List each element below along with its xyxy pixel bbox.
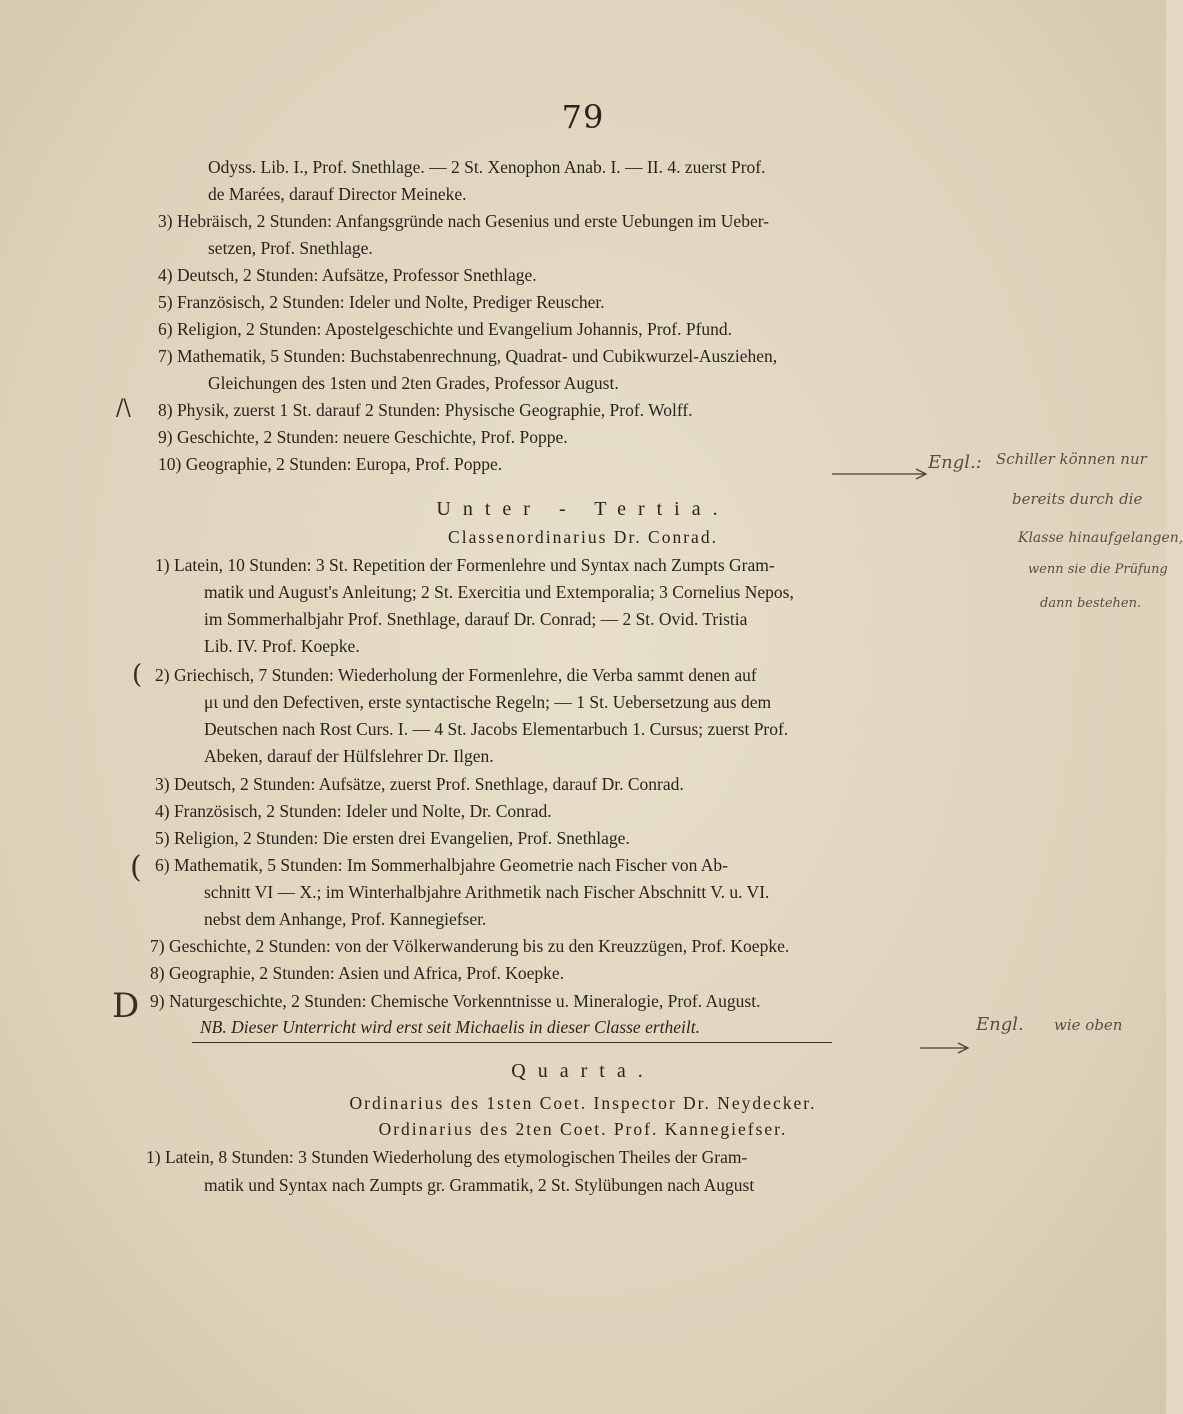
handwritten-note-geo-2: Schiller können nur <box>996 450 1147 468</box>
margin-mark-physik: /\ <box>116 396 131 421</box>
arrow-geographie-icon <box>830 464 940 484</box>
handwritten-note-geo-6: dann bestehen. <box>1040 596 1142 611</box>
text-line-1: Odyss. Lib. I., Prof. Snethlage. — 2 St. Xenophon Anab. I. — II. 4. zuerst Prof. <box>208 157 766 177</box>
handwritten-note-nat-2: wie oben <box>1054 1016 1123 1034</box>
text-line-12: 10) Geographie, 2 Stunden: Europa, Prof. Poppe. <box>158 454 503 474</box>
unter-tertia-ordinarius: Classenordinarius Dr. Conrad. <box>448 527 718 547</box>
text-line-25: schnitt VI — X.; im Winterhalbjahre Arithmetik nach Fischer Abschnitt V. u. VI. <box>204 882 770 902</box>
quarta-ordinarius-1: Ordinarius des 1sten Coet. Inspector Dr. Neydecker. <box>349 1093 817 1113</box>
text-line-9: Gleichungen des 1sten und 2ten Grades, Professor August. <box>208 373 619 393</box>
text-line-21: 3) Deutsch, 2 Stunden: Aufsätze, zuerst Prof. Snethlage, darauf Dr. Conrad. <box>155 774 684 794</box>
margin-mark-griechisch: ( <box>132 660 143 690</box>
text-line-20: Abeken, darauf der Hülfslehrer Dr. Ilgen. <box>204 746 494 766</box>
text-line-29: 9) Naturgeschichte, 2 Stunden: Chemische Vorkenntnisse u. Mineralogie, Prof. August. <box>150 991 761 1011</box>
text-line-2: de Marées, darauf Director Meineke. <box>208 184 467 204</box>
text-line-4: setzen, Prof. Snethlage. <box>208 238 373 258</box>
text-line-16: Lib. IV. Prof. Koepke. <box>204 636 360 656</box>
quarta-ordinarius-2: Ordinarius des 2ten Coet. Prof. Kannegiefser. <box>378 1119 788 1139</box>
text-line-13: 1) Latein, 10 Stunden: 3 St. Repetition der Formenlehre und Syntax nach Zumpts Gram- <box>155 555 775 575</box>
handwritten-note-geo-4: Klasse hinaufgelangen, <box>1018 530 1183 546</box>
text-line-15: im Sommerhalbjahr Prof. Snethlage, darauf Dr. Conrad; — 2 St. Ovid. Tristia <box>204 609 748 629</box>
text-line-23: 5) Religion, 2 Stunden: Die ersten drei Evangelien, Prof. Snethlage. <box>155 828 630 848</box>
handwritten-note-geo-3: bereits durch die <box>1012 490 1143 508</box>
arrow-naturgeschichte-icon <box>918 1038 978 1058</box>
text-line-31: 1) Latein, 8 Stunden: 3 Stunden Wiederholung des etymologischen Theiles der Gram- <box>146 1147 748 1167</box>
nb-underline <box>192 1042 832 1043</box>
text-line-18: μι und den Defectiven, erste syntactische Regeln; — 1 St. Uebersetzung aus dem <box>204 692 772 712</box>
text-line-26: nebst dem Anhange, Prof. Kannegiefser. <box>204 909 487 929</box>
text-line-7: 6) Religion, 2 Stunden: Apostelgeschichte und Evangelium Johannis, Prof. Pfund. <box>158 319 733 339</box>
handwritten-note-geo-5: wenn sie die Prüfung <box>1028 562 1168 577</box>
text-line-3: 3) Hebräisch, 2 Stunden: Anfangsgründe nach Gesenius und erste Uebungen im Ueber- <box>158 211 770 231</box>
section-heading-unter-tertia: Unter - Tertia. <box>436 498 730 520</box>
text-line-24: 6) Mathematik, 5 Stunden: Im Sommerhalbjahre Geometrie nach Fischer von Ab- <box>155 855 728 875</box>
text-line-5: 4) Deutsch, 2 Stunden: Aufsätze, Professor Snethlage. <box>158 265 537 285</box>
text-line-8: 7) Mathematik, 5 Stunden: Buchstabenrechnung, Quadrat- und Cubikwurzel-Ausziehen, <box>158 346 778 366</box>
text-line-11: 9) Geschichte, 2 Stunden: neuere Geschichte, Prof. Poppe. <box>158 427 568 447</box>
text-line-28: 8) Geographie, 2 Stunden: Asien und Africa, Prof. Koepke. <box>150 963 565 983</box>
text-line-22: 4) Französisch, 2 Stunden: Ideler und Nolte, Dr. Conrad. <box>155 801 552 821</box>
text-line-nb: NB. Dieser Unterricht wird erst seit Michaelis in dieser Classe ertheilt. <box>200 1017 700 1037</box>
text-line-6: 5) Französisch, 2 Stunden: Ideler und Nolte, Prediger Reuscher. <box>158 292 605 312</box>
text-line-19: Deutschen nach Rost Curs. I. — 4 St. Jacobs Elementarbuch 1. Cursus; zuerst Prof. <box>204 719 789 739</box>
handwritten-note-geo-1: Engl.: <box>928 452 982 473</box>
text-line-14: matik und August's Anleitung; 2 St. Exercitia und Extemporalia; 3 Cornelius Nepos, <box>204 582 794 602</box>
text-line-27: 7) Geschichte, 2 Stunden: von der Völkerwanderung bis zu den Kreuzzügen, Prof. Koepke. <box>150 936 790 956</box>
text-line-17: 2) Griechisch, 7 Stunden: Wiederholung der Formenlehre, die Verba sammt denen auf <box>155 665 757 685</box>
margin-mark-mathematik: ( <box>130 850 142 885</box>
margin-mark-naturgeschichte: D <box>112 986 140 1026</box>
text-line-32: matik und Syntax nach Zumpts gr. Grammatik, 2 St. Stylübungen nach August <box>204 1175 755 1195</box>
section-heading-quarta: Quarta. <box>511 1060 655 1082</box>
handwritten-note-nat-1: Engl. <box>976 1014 1024 1035</box>
page-number: 79 <box>561 98 605 136</box>
text-line-10: 8) Physik, zuerst 1 St. darauf 2 Stunden: Physische Geographie, Prof. Wolff. <box>158 400 693 420</box>
